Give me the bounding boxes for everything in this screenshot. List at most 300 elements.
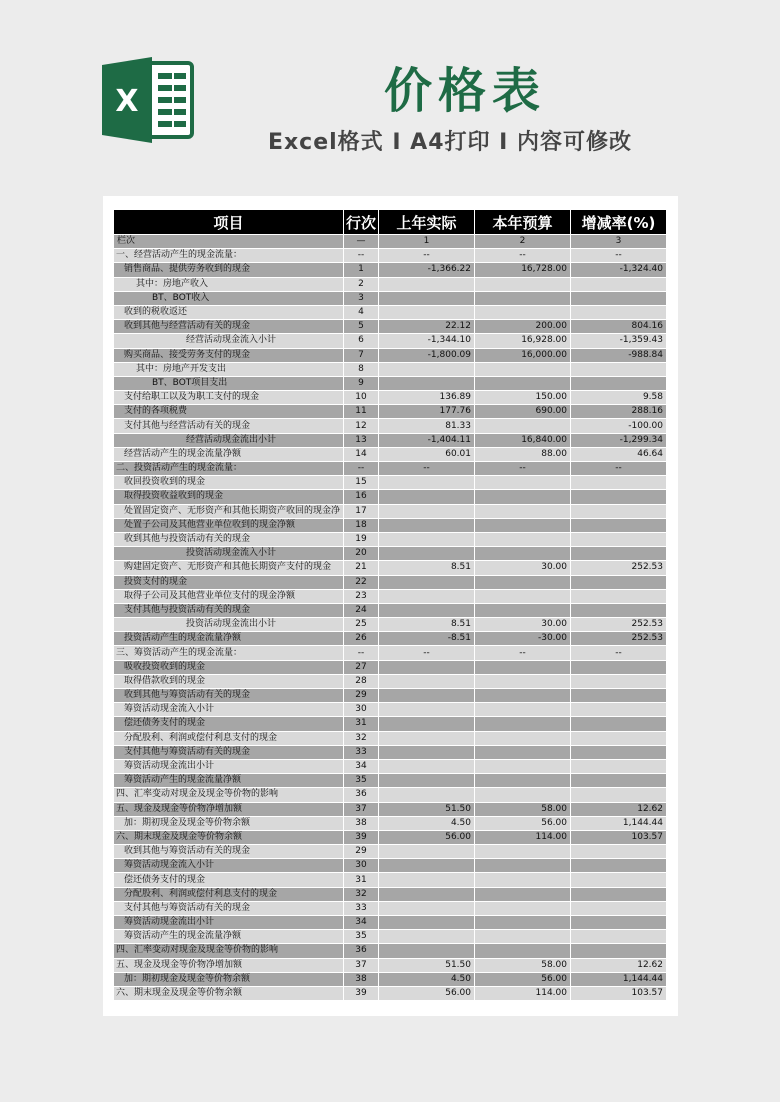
- cell-line[interactable]: 34: [344, 916, 379, 930]
- cell-line[interactable]: 20: [344, 547, 379, 561]
- cell-line[interactable]: 29: [344, 689, 379, 703]
- cell-item[interactable]: 经营活动产生的现金流量净额: [114, 447, 344, 461]
- cell-change-rate[interactable]: [571, 277, 667, 291]
- cell-prev-actual[interactable]: [379, 660, 475, 674]
- column-header-prev-actual[interactable]: 上年实际: [379, 210, 475, 235]
- cell-line[interactable]: 6: [344, 334, 379, 348]
- cell-item[interactable]: 投资支付的现金: [114, 575, 344, 589]
- cell-budget[interactable]: 30.00: [475, 618, 571, 632]
- cell-line[interactable]: 30: [344, 703, 379, 717]
- cell-change-rate[interactable]: [571, 944, 667, 958]
- cell-budget[interactable]: -30.00: [475, 632, 571, 646]
- cell-item[interactable]: 加：期初现金及现金等价物余额: [114, 816, 344, 830]
- cell-line[interactable]: 10: [344, 391, 379, 405]
- cell-budget[interactable]: [475, 603, 571, 617]
- cell-change-rate[interactable]: 3: [571, 235, 667, 249]
- table-row: [114, 689, 667, 703]
- cell-change-rate[interactable]: [571, 674, 667, 688]
- cell-change-rate[interactable]: 252.53: [571, 618, 667, 632]
- cell-budget[interactable]: 56.00: [475, 816, 571, 830]
- cell-line[interactable]: 31: [344, 717, 379, 731]
- cell-budget[interactable]: 200.00: [475, 320, 571, 334]
- cell-item[interactable]: 取得借款收到的现金: [114, 674, 344, 688]
- cell-item[interactable]: 处置子公司及其他营业单位收到的现金净额: [114, 518, 344, 532]
- cell-change-rate[interactable]: [571, 476, 667, 490]
- cell-budget[interactable]: [475, 901, 571, 915]
- cell-prev-actual[interactable]: 177.76: [379, 405, 475, 419]
- cell-prev-actual[interactable]: 1: [379, 235, 475, 249]
- cell-line[interactable]: 35: [344, 774, 379, 788]
- cell-prev-actual[interactable]: [379, 547, 475, 561]
- cell-item[interactable]: 支付的各项税费: [114, 405, 344, 419]
- cell-prev-actual[interactable]: [379, 518, 475, 532]
- cell-change-rate[interactable]: [571, 717, 667, 731]
- table-row: [114, 830, 667, 844]
- cell-prev-actual[interactable]: [379, 745, 475, 759]
- cell-budget[interactable]: [475, 944, 571, 958]
- table-header-row: [114, 210, 667, 235]
- cell-budget[interactable]: [475, 845, 571, 859]
- cell-item[interactable]: 收回投资收到的现金: [114, 476, 344, 490]
- cell-prev-actual[interactable]: [379, 944, 475, 958]
- cell-line[interactable]: 29: [344, 845, 379, 859]
- cell-budget[interactable]: [475, 774, 571, 788]
- cell-line[interactable]: 36: [344, 788, 379, 802]
- cell-item[interactable]: 支付其他与投资活动有关的现金: [114, 603, 344, 617]
- cell-change-rate[interactable]: -100.00: [571, 419, 667, 433]
- cell-change-rate[interactable]: [571, 518, 667, 532]
- cell-item[interactable]: 筹资活动产生的现金流量净额: [114, 774, 344, 788]
- cell-item[interactable]: BT、BOT项目支出: [114, 376, 344, 390]
- table-row: [114, 703, 667, 717]
- table-row: [114, 930, 667, 944]
- cell-budget[interactable]: 88.00: [475, 447, 571, 461]
- cell-budget[interactable]: [475, 532, 571, 546]
- cell-change-rate[interactable]: -988.84: [571, 348, 667, 362]
- cell-prev-actual[interactable]: [379, 490, 475, 504]
- cell-change-rate[interactable]: [571, 788, 667, 802]
- cell-line[interactable]: 14: [344, 447, 379, 461]
- cell-change-rate[interactable]: [571, 547, 667, 561]
- cell-budget[interactable]: 58.00: [475, 958, 571, 972]
- cell-change-rate[interactable]: 9.58: [571, 391, 667, 405]
- cell-change-rate[interactable]: [571, 305, 667, 319]
- cell-prev-actual[interactable]: [379, 291, 475, 305]
- table-row: [114, 391, 667, 405]
- cell-item[interactable]: 五、现金及现金等价物净增加额: [114, 802, 344, 816]
- cell-change-rate[interactable]: 12.62: [571, 958, 667, 972]
- cell-line[interactable]: 36: [344, 944, 379, 958]
- cell-budget[interactable]: [475, 759, 571, 773]
- cash-flow-table: [113, 209, 667, 1001]
- cell-budget[interactable]: [475, 476, 571, 490]
- cell-item[interactable]: 支付其他与筹资活动有关的现金: [114, 745, 344, 759]
- cell-prev-actual[interactable]: [379, 703, 475, 717]
- cell-prev-actual[interactable]: [379, 362, 475, 376]
- cell-prev-actual[interactable]: [379, 476, 475, 490]
- cell-prev-actual[interactable]: -1,800.09: [379, 348, 475, 362]
- table-row: [114, 632, 667, 646]
- cell-change-rate[interactable]: 103.57: [571, 830, 667, 844]
- cell-item[interactable]: 收到其他与经营活动有关的现金: [114, 320, 344, 334]
- cell-prev-actual[interactable]: --: [379, 249, 475, 263]
- cell-budget[interactable]: 16,928.00: [475, 334, 571, 348]
- cell-change-rate[interactable]: [571, 759, 667, 773]
- table-row: [114, 674, 667, 688]
- cell-change-rate[interactable]: 252.53: [571, 632, 667, 646]
- cell-line[interactable]: 11: [344, 405, 379, 419]
- cell-budget[interactable]: 150.00: [475, 391, 571, 405]
- cell-prev-actual[interactable]: [379, 575, 475, 589]
- cell-prev-actual[interactable]: 22.12: [379, 320, 475, 334]
- cell-item[interactable]: 其中：房地产收入: [114, 277, 344, 291]
- cell-item[interactable]: 一、经营活动产生的现金流量：: [114, 249, 344, 263]
- cell-line[interactable]: 39: [344, 986, 379, 1000]
- cell-line[interactable]: 34: [344, 759, 379, 773]
- table-row: [114, 433, 667, 447]
- cell-item[interactable]: 加：期初现金及现金等价物余额: [114, 972, 344, 986]
- cell-prev-actual[interactable]: -1,344.10: [379, 334, 475, 348]
- cell-change-rate[interactable]: [571, 859, 667, 873]
- cell-item[interactable]: 购建固定资产、无形资产和其他长期资产支付的现金: [114, 561, 344, 575]
- cell-item[interactable]: 投资活动现金流入小计: [114, 547, 344, 561]
- cell-change-rate[interactable]: [571, 873, 667, 887]
- cell-item[interactable]: 筹资活动现金流入小计: [114, 859, 344, 873]
- table-row: [114, 320, 667, 334]
- cell-item[interactable]: 收到其他与筹资活动有关的现金: [114, 845, 344, 859]
- cell-budget[interactable]: [475, 376, 571, 390]
- cell-budget[interactable]: 56.00: [475, 972, 571, 986]
- cell-prev-actual[interactable]: [379, 532, 475, 546]
- cell-budget[interactable]: 2: [475, 235, 571, 249]
- cell-change-rate[interactable]: [571, 774, 667, 788]
- cell-item[interactable]: 收到的税收返还: [114, 305, 344, 319]
- cell-change-rate[interactable]: [571, 575, 667, 589]
- cell-item[interactable]: 栏次: [114, 235, 344, 249]
- cell-change-rate[interactable]: 103.57: [571, 986, 667, 1000]
- cell-budget[interactable]: [475, 689, 571, 703]
- cell-budget[interactable]: [475, 873, 571, 887]
- cell-prev-actual[interactable]: [379, 930, 475, 944]
- cell-line[interactable]: 33: [344, 901, 379, 915]
- cell-change-rate[interactable]: --: [571, 249, 667, 263]
- cell-item[interactable]: 支付其他与经营活动有关的现金: [114, 419, 344, 433]
- cell-budget[interactable]: [475, 703, 571, 717]
- cell-budget[interactable]: --: [475, 462, 571, 476]
- cell-prev-actual[interactable]: [379, 873, 475, 887]
- cell-item[interactable]: 筹资活动现金流出小计: [114, 759, 344, 773]
- cell-budget[interactable]: 690.00: [475, 405, 571, 419]
- cell-item[interactable]: 支付给职工以及为职工支付的现金: [114, 391, 344, 405]
- cell-line[interactable]: 23: [344, 589, 379, 603]
- cell-item[interactable]: 购买商品、接受劳务支付的现金: [114, 348, 344, 362]
- cell-prev-actual[interactable]: 51.50: [379, 802, 475, 816]
- cell-change-rate[interactable]: 288.16: [571, 405, 667, 419]
- cell-prev-actual[interactable]: --: [379, 462, 475, 476]
- cell-line[interactable]: 22: [344, 575, 379, 589]
- column-header-change-rate[interactable]: 增减率(%): [571, 210, 667, 235]
- cell-item[interactable]: 销售商品、提供劳务收到的现金: [114, 263, 344, 277]
- cell-item[interactable]: 分配股利、利润或偿付利息支付的现金: [114, 731, 344, 745]
- cell-item[interactable]: 四、汇率变动对现金及现金等价物的影响: [114, 944, 344, 958]
- cell-item[interactable]: 取得投资收益收到的现金: [114, 490, 344, 504]
- cell-change-rate[interactable]: [571, 887, 667, 901]
- cell-change-rate[interactable]: [571, 660, 667, 674]
- cell-change-rate[interactable]: [571, 603, 667, 617]
- cell-budget[interactable]: 16,000.00: [475, 348, 571, 362]
- column-header-budget[interactable]: 本年预算: [475, 210, 571, 235]
- cell-item[interactable]: 取得子公司及其他营业单位支付的现金净额: [114, 589, 344, 603]
- cell-item[interactable]: BT、BOT收入: [114, 291, 344, 305]
- cell-budget[interactable]: [475, 887, 571, 901]
- cell-change-rate[interactable]: [571, 703, 667, 717]
- cell-item[interactable]: 经营活动现金流入小计: [114, 334, 344, 348]
- cell-budget[interactable]: [475, 518, 571, 532]
- cell-change-rate[interactable]: 1,144.44: [571, 816, 667, 830]
- cell-change-rate[interactable]: --: [571, 462, 667, 476]
- cell-change-rate[interactable]: [571, 589, 667, 603]
- cell-change-rate[interactable]: 804.16: [571, 320, 667, 334]
- column-header-line[interactable]: 行次: [344, 210, 379, 235]
- cell-prev-actual[interactable]: 4.50: [379, 816, 475, 830]
- cell-item[interactable]: 筹资活动产生的现金流量净额: [114, 930, 344, 944]
- cell-change-rate[interactable]: [571, 362, 667, 376]
- cell-budget[interactable]: [475, 419, 571, 433]
- cell-line[interactable]: --: [344, 462, 379, 476]
- cell-prev-actual[interactable]: [379, 901, 475, 915]
- table-row: [114, 263, 667, 277]
- cell-change-rate[interactable]: -1,299.34: [571, 433, 667, 447]
- cell-item[interactable]: 收到其他与筹资活动有关的现金: [114, 689, 344, 703]
- cell-item[interactable]: 处置固定资产、无形资产和其他长期资产收回的现金净: [114, 504, 344, 518]
- cell-item[interactable]: 六、期末现金及现金等价物余额: [114, 986, 344, 1000]
- cell-change-rate[interactable]: [571, 916, 667, 930]
- cell-line[interactable]: 32: [344, 887, 379, 901]
- cell-budget[interactable]: [475, 745, 571, 759]
- cell-prev-actual[interactable]: 8.51: [379, 618, 475, 632]
- cell-budget[interactable]: [475, 504, 571, 518]
- cell-item[interactable]: 四、汇率变动对现金及现金等价物的影响: [114, 788, 344, 802]
- table-row: [114, 504, 667, 518]
- cell-change-rate[interactable]: 252.53: [571, 561, 667, 575]
- cell-prev-actual[interactable]: -1,366.22: [379, 263, 475, 277]
- cell-budget[interactable]: [475, 660, 571, 674]
- table-row: [114, 603, 667, 617]
- cell-budget[interactable]: [475, 930, 571, 944]
- cell-budget[interactable]: --: [475, 646, 571, 660]
- cell-item[interactable]: 经营活动现金流出小计: [114, 433, 344, 447]
- cell-budget[interactable]: [475, 547, 571, 561]
- cell-budget[interactable]: [475, 589, 571, 603]
- cell-line[interactable]: 39: [344, 830, 379, 844]
- cell-line[interactable]: 38: [344, 816, 379, 830]
- cell-prev-actual[interactable]: [379, 589, 475, 603]
- cell-change-rate[interactable]: [571, 745, 667, 759]
- cell-line[interactable]: 30: [344, 859, 379, 873]
- cell-line[interactable]: 9: [344, 376, 379, 390]
- cell-item[interactable]: 六、期末现金及现金等价物余额: [114, 830, 344, 844]
- cell-line[interactable]: 7: [344, 348, 379, 362]
- cell-budget[interactable]: [475, 731, 571, 745]
- table-row: [114, 745, 667, 759]
- cell-line[interactable]: 18: [344, 518, 379, 532]
- cell-prev-actual[interactable]: 56.00: [379, 830, 475, 844]
- cell-line[interactable]: 19: [344, 532, 379, 546]
- cell-prev-actual[interactable]: -1,404.11: [379, 433, 475, 447]
- cell-prev-actual[interactable]: [379, 845, 475, 859]
- cell-budget[interactable]: [475, 277, 571, 291]
- cell-change-rate[interactable]: -1,324.40: [571, 263, 667, 277]
- cell-prev-actual[interactable]: 136.89: [379, 391, 475, 405]
- cell-line[interactable]: 37: [344, 802, 379, 816]
- cell-budget[interactable]: [475, 305, 571, 319]
- table-row: [114, 916, 667, 930]
- cell-budget[interactable]: 114.00: [475, 830, 571, 844]
- cell-change-rate[interactable]: 12.62: [571, 802, 667, 816]
- cell-change-rate[interactable]: --: [571, 646, 667, 660]
- cell-line[interactable]: 13: [344, 433, 379, 447]
- cell-budget[interactable]: [475, 788, 571, 802]
- cell-line[interactable]: —: [344, 235, 379, 249]
- cell-prev-actual[interactable]: 60.01: [379, 447, 475, 461]
- cell-item[interactable]: 其中：房地产开发支出: [114, 362, 344, 376]
- cell-item[interactable]: 筹资活动现金流出小计: [114, 916, 344, 930]
- table-row: [114, 490, 667, 504]
- cell-line[interactable]: 32: [344, 731, 379, 745]
- cell-prev-actual[interactable]: [379, 376, 475, 390]
- cell-budget[interactable]: [475, 490, 571, 504]
- table-row: [114, 944, 667, 958]
- cell-line[interactable]: 37: [344, 958, 379, 972]
- cell-change-rate[interactable]: [571, 689, 667, 703]
- column-header-item[interactable]: 项目: [114, 210, 344, 235]
- cell-line[interactable]: 21: [344, 561, 379, 575]
- cell-change-rate[interactable]: [571, 845, 667, 859]
- cell-item[interactable]: 筹资活动现金流入小计: [114, 703, 344, 717]
- table-row: [114, 575, 667, 589]
- cell-item[interactable]: 偿还债务支付的现金: [114, 873, 344, 887]
- cell-change-rate[interactable]: [571, 901, 667, 915]
- table-row: [114, 859, 667, 873]
- cell-line[interactable]: 8: [344, 362, 379, 376]
- cell-line[interactable]: 24: [344, 603, 379, 617]
- cell-item[interactable]: 收到其他与投资活动有关的现金: [114, 532, 344, 546]
- cell-change-rate[interactable]: [571, 504, 667, 518]
- cell-item[interactable]: 支付其他与筹资活动有关的现金: [114, 901, 344, 915]
- cell-line[interactable]: 38: [344, 972, 379, 986]
- cell-line[interactable]: 33: [344, 745, 379, 759]
- cell-item[interactable]: 二、投资活动产生的现金流量：: [114, 462, 344, 476]
- cell-budget[interactable]: [475, 916, 571, 930]
- cell-item[interactable]: 投资活动现金流出小计: [114, 618, 344, 632]
- table-row: [114, 518, 667, 532]
- cell-line[interactable]: 25: [344, 618, 379, 632]
- cell-budget[interactable]: [475, 717, 571, 731]
- cell-prev-actual[interactable]: --: [379, 646, 475, 660]
- cell-prev-actual[interactable]: [379, 859, 475, 873]
- cell-line[interactable]: 12: [344, 419, 379, 433]
- cell-line[interactable]: 15: [344, 476, 379, 490]
- cell-prev-actual[interactable]: -8.51: [379, 632, 475, 646]
- cell-change-rate[interactable]: 1,144.44: [571, 972, 667, 986]
- cell-line[interactable]: 2: [344, 277, 379, 291]
- cell-prev-actual[interactable]: [379, 731, 475, 745]
- cell-prev-actual[interactable]: [379, 916, 475, 930]
- cell-prev-actual[interactable]: [379, 717, 475, 731]
- cell-change-rate[interactable]: [571, 376, 667, 390]
- cell-prev-actual[interactable]: [379, 504, 475, 518]
- cell-prev-actual[interactable]: 51.50: [379, 958, 475, 972]
- cell-budget[interactable]: [475, 859, 571, 873]
- table-row: [114, 788, 667, 802]
- cell-prev-actual[interactable]: [379, 603, 475, 617]
- cell-prev-actual[interactable]: [379, 788, 475, 802]
- cell-change-rate[interactable]: [571, 930, 667, 944]
- cell-line[interactable]: 5: [344, 320, 379, 334]
- cell-budget[interactable]: [475, 291, 571, 305]
- cell-line[interactable]: --: [344, 249, 379, 263]
- cell-prev-actual[interactable]: 81.33: [379, 419, 475, 433]
- cell-line[interactable]: 26: [344, 632, 379, 646]
- cell-item[interactable]: 三、筹资活动产生的现金流量：: [114, 646, 344, 660]
- cell-budget[interactable]: --: [475, 249, 571, 263]
- cell-budget[interactable]: [475, 575, 571, 589]
- cell-line[interactable]: 35: [344, 930, 379, 944]
- cell-line[interactable]: 28: [344, 674, 379, 688]
- cell-line[interactable]: 27: [344, 660, 379, 674]
- cell-budget[interactable]: 30.00: [475, 561, 571, 575]
- cell-prev-actual[interactable]: 4.50: [379, 972, 475, 986]
- cell-line[interactable]: 16: [344, 490, 379, 504]
- cell-line[interactable]: --: [344, 646, 379, 660]
- cell-prev-actual[interactable]: [379, 305, 475, 319]
- cell-line[interactable]: 3: [344, 291, 379, 305]
- cell-change-rate[interactable]: [571, 490, 667, 504]
- cell-item[interactable]: 五、现金及现金等价物净增加额: [114, 958, 344, 972]
- cell-budget[interactable]: 16,840.00: [475, 433, 571, 447]
- cell-prev-actual[interactable]: 8.51: [379, 561, 475, 575]
- table-row: [114, 986, 667, 1000]
- cell-item[interactable]: 偿还债务支付的现金: [114, 717, 344, 731]
- cell-prev-actual[interactable]: 56.00: [379, 986, 475, 1000]
- cell-prev-actual[interactable]: [379, 774, 475, 788]
- cell-prev-actual[interactable]: [379, 759, 475, 773]
- cell-budget[interactable]: 58.00: [475, 802, 571, 816]
- table-row: [114, 646, 667, 660]
- cell-prev-actual[interactable]: [379, 887, 475, 901]
- cell-line[interactable]: 4: [344, 305, 379, 319]
- cell-line[interactable]: 1: [344, 263, 379, 277]
- cell-change-rate[interactable]: [571, 532, 667, 546]
- cell-change-rate[interactable]: [571, 731, 667, 745]
- cell-item[interactable]: 分配股利、利润或偿付利息支付的现金: [114, 887, 344, 901]
- cell-item[interactable]: 投资活动产生的现金流量净额: [114, 632, 344, 646]
- table-row: [114, 476, 667, 490]
- cell-change-rate[interactable]: -1,359.43: [571, 334, 667, 348]
- cell-change-rate[interactable]: [571, 291, 667, 305]
- cell-budget[interactable]: [475, 674, 571, 688]
- cell-prev-actual[interactable]: [379, 674, 475, 688]
- cell-item[interactable]: 吸收投资收到的现金: [114, 660, 344, 674]
- cell-prev-actual[interactable]: [379, 277, 475, 291]
- cell-change-rate[interactable]: 46.64: [571, 447, 667, 461]
- cell-budget[interactable]: 114.00: [475, 986, 571, 1000]
- cell-line[interactable]: 17: [344, 504, 379, 518]
- cell-budget[interactable]: [475, 362, 571, 376]
- cell-line[interactable]: 31: [344, 873, 379, 887]
- cell-prev-actual[interactable]: [379, 689, 475, 703]
- cell-budget[interactable]: 16,728.00: [475, 263, 571, 277]
